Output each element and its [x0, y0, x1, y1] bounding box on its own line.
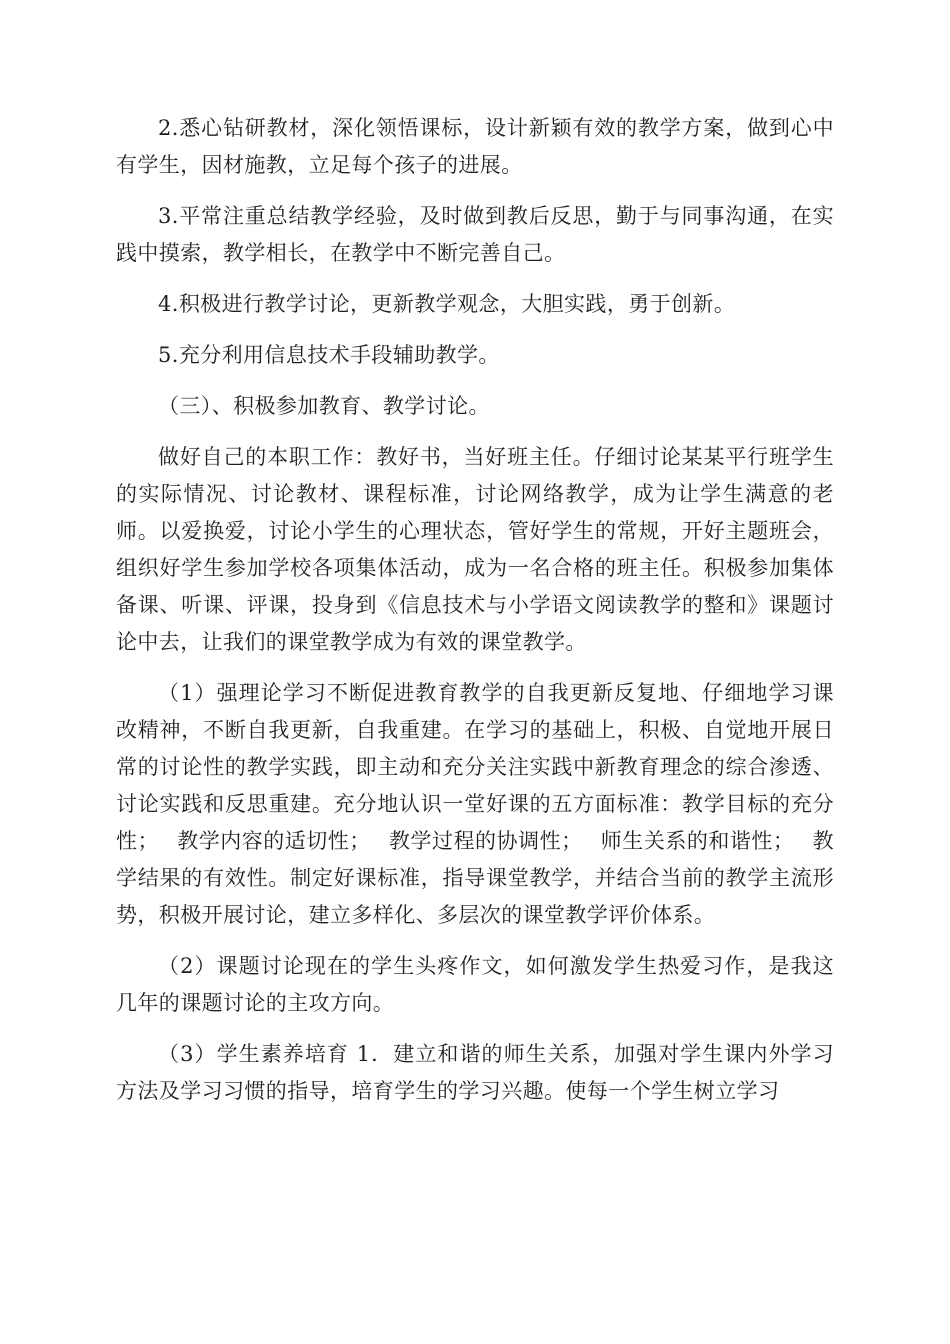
paragraph-item-3: 3.平常注重总结教学经验，及时做到教后反思，勤于与同事沟通，在实践中摸索，教学相长，在教学中不断完善自己。 [116, 204, 834, 265]
paragraph-item-2: 2.悉心钻研教材，深化领悟课标，设计新颖有效的教学方案，做到心中有学生，因材施教，立足每个孩子的进展。 [116, 116, 834, 177]
paragraph-duties: 做好自己的本职工作：教好书，当好班主任。仔细讨论某某平行班学生的实际情况、讨论教材、课程标准，讨论网络教学，成为让学生满意的老师。以爱换爱，讨论小学生的心理状态，管好学生的常规，开好主题班会，组织好学生参加学校各项集体活动，成为一名合格的班主任。积极参加集体备课、听课、评课，投身到《信息技术与小学语文阅读教学的整和》课题讨论中去，让我们的课堂教学成为有效的课堂教学。 [116, 445, 834, 654]
paragraph-theory-learning: （1）强理论学习不断促进教育教学的自我更新反复地、仔细地学习课改精神，不断自我更新，自我重建。在学习的基础上，积极、自觉地开展日常的讨论性的教学实践，即主动和充分关注实践中新教育理念的综合渗透、讨论实践和反思重建。充分地认识一堂好课的五方面标准：教学目标的充分性； 教学内容的适切性； 教学过程的协调性； 师生关系的和谐性； 教学结果的有效性。制定好课标准，指导课堂教学，并结合当前的教学主流形势，积极开展讨论，建立多样化、多层次的课堂教学评价体系。 [116, 681, 834, 927]
paragraph-student-literacy: （3）学生素养培育 1．建立和谐的师生关系，加强对学生课内外学习方法及学习习惯的指导，培育学生的学习兴趣。使每一个学生树立学习 [116, 1042, 834, 1103]
paragraph-research-topic: （2）课题讨论现在的学生头疼作文，如何激发学生热爱习作，是我这几年的课题讨论的主攻方向。 [116, 954, 834, 1015]
paragraph-item-5: 5.充分利用信息技术手段辅助教学。 [158, 343, 500, 367]
section-heading-3: （三）、积极参加教育、教学讨论。 [158, 394, 490, 418]
paragraph-item-4: 4.积极进行教学讨论，更新教学观念，大胆实践，勇于创新。 [158, 292, 736, 316]
document-body [116, 110, 834, 1124]
